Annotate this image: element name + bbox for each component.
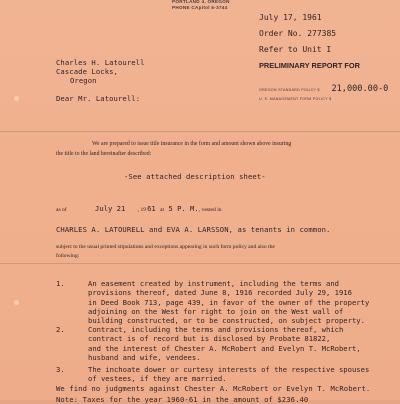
description-reference: -See attached description sheet- <box>124 172 266 181</box>
punch-hole <box>14 96 19 101</box>
exception-line: Contract, including the terms and provisions thereof, which <box>88 325 344 334</box>
as-of-date: July 21 <box>95 204 126 213</box>
exception-number: 2. <box>56 325 65 334</box>
exception-number: 1. <box>56 279 65 288</box>
subject-to-line-1: subject to the usual printed stipulations and exceptions appearing in such form policy and also the <box>56 244 275 250</box>
fold-line <box>0 131 400 132</box>
letterhead-phone: PHONE CApitol 6-3744 <box>172 5 228 10</box>
order-value: 277385 <box>307 29 337 38</box>
exception-item <box>88 365 369 384</box>
vested-label: , vested in <box>198 207 222 213</box>
refer-to: Refer to Unit I <box>259 45 332 54</box>
subject-to-line-2: following: <box>56 253 80 259</box>
as-of-label: as of <box>56 207 67 213</box>
addressee-city: Cascade Locks, <box>56 67 118 76</box>
exception-line: adjoining on the West for right to join on the West wall of <box>88 306 344 316</box>
exception-line: provisions thereof, dated June 8, 1916 recorded July 29, 1916 <box>88 288 352 298</box>
as-of-time: 5 P. M. <box>168 204 199 213</box>
intro-line-1: We are prepared to issue title insurance in the form and amount shown above insuring <box>92 141 292 147</box>
order-number <box>259 29 336 38</box>
policy-amount: 21,000.00-0 <box>331 84 389 94</box>
exception-line: and the interest of Chester A. McRobert and Evelyn T. McRobert, <box>88 343 361 353</box>
exception-line: building constructed, or to be constructed, on subject property. <box>88 316 365 326</box>
insured-caption: U. S. MANAGEMENT FORM POLICY $ <box>259 97 332 101</box>
exception-item <box>88 279 369 325</box>
vested-owners: CHARLES A. LATOURELL and EVA A. LARSSON, as tenants in common. <box>56 225 331 234</box>
policy-line <box>259 76 388 95</box>
addressee-state: Oregon <box>70 76 97 85</box>
letter-date: July 17, 1961 <box>259 13 322 22</box>
exception-line: of vestees, if they are married. <box>88 374 227 384</box>
salutation: Dear Mr. Latourell: <box>56 94 141 103</box>
judgments-line: We find no judgments against Chester A. McRobert or Evelyn T. McRobert. <box>56 384 371 393</box>
addressee-name: Charles H. Latourell <box>56 58 145 67</box>
exception-line: The inchoate dower or curtesy interests of the respective spouses <box>88 365 370 374</box>
report-title: PRELIMINARY REPORT FOR <box>259 61 361 70</box>
punch-hole <box>14 300 19 305</box>
policy-caption: OREGON STANDARD POLICY $ <box>259 88 320 92</box>
exception-line: husband and wife, vendees. <box>88 352 201 362</box>
intro-line-2: the title to the land hereinafter described: <box>56 151 152 157</box>
exception-number: 3. <box>56 365 65 374</box>
taxes-note-partial: Note: Taxes for the year 1960-61 in the amount of $236.40 <box>56 395 309 404</box>
exception-line: An easement created by instrument, including the terms and <box>88 279 339 288</box>
exception-line: contract is of record but is disclosed by Probate 81822, <box>88 334 331 344</box>
order-label: Order No. <box>259 29 303 38</box>
year-prefix: , 19 <box>137 207 147 213</box>
exception-line: in Deed Book 713, page 439, in favor of the owner of the property <box>88 297 370 307</box>
as-of-year: 61 <box>147 204 156 213</box>
at-label: at <box>160 207 165 213</box>
exception-item <box>88 325 361 362</box>
letterhead-address: PORTLAND 4, OREGON <box>172 0 230 4</box>
fold-line <box>0 263 400 264</box>
as-of-line <box>56 204 222 213</box>
